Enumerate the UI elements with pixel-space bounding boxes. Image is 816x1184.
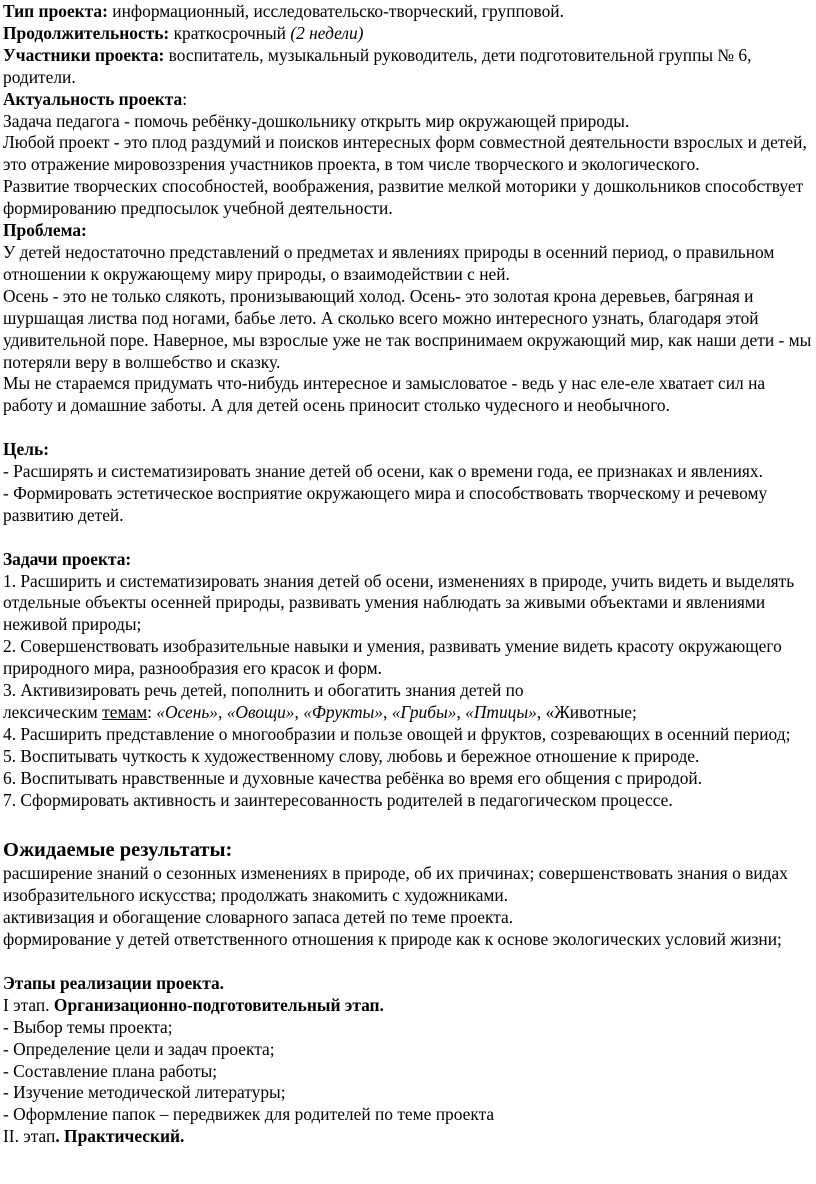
problem-paragraph: Мы не стараемся придумать что-нибудь интересное и замысловатое - ведь у нас еле-еле хватает сил на работу и домашние заботы. А для детей осень приносит столько чудесного и необычного. [3, 373, 766, 416]
project-type-value: информационный, исследовательско-творческий, групповой. [107, 1, 564, 21]
task-item: 5. Воспитывать чуткость к художественному слову, любовь и бережное отношение к природе. [3, 745, 700, 766]
goal-heading: Цель: [3, 439, 49, 460]
stage-1-title [3, 995, 812, 1017]
stage-1-item: - Оформление папок – передвижек для родителей по теме проекта [3, 1104, 495, 1125]
spacer [3, 417, 812, 439]
theme-animals: Животные [554, 701, 632, 722]
project-participants [3, 45, 812, 89]
problem-paragraph: Осень - это не только слякоть, пронизывающий холод. Осень- это золотая крона деревьев, багряная и шуршащая листва под ногами, бабье лето. А сколько всего можно интересного узнать, благодаря этой удивительной поре. Наверное, мы взрослые уже не так воспринимаем окружающий мир, как наши дети - мы потеряли веру в волшебство и сказку. [3, 285, 812, 372]
task-3-themes-word: темам [102, 701, 148, 722]
task-item [3, 680, 812, 724]
relevance-paragraph: Любой проект - это плод раздумий и поисков интересных форм совместной деятельности взрослых и детей, это отражение мировоззрения участников проекта, в том числе творческого и экологического. [3, 132, 807, 175]
task-item: 1. Расширить и систематизировать знания детей об осени, изменениях в природе, учить видеть и выделять отдельные объекты осенней природы, развивать умения наблюдать за живыми объектами и явлениями неживой природы; [3, 570, 795, 635]
task-item: 2. Совершенствовать изобразительные навыки и умения, развивать умение видеть красоту окружающего природного мира, разнообразия его красок и форм. [3, 636, 782, 679]
problem-heading: Проблема: [3, 220, 87, 241]
duration-value: краткосрочный [169, 22, 291, 43]
relevance-paragraph: Задача педагога - помочь ребёнку-дошкольнику открыть мир окружающей природы. [3, 110, 630, 131]
goal-item: - Расширять и систематизировать знание детей об осени, как о времени года, ее признаках и явлениях. [3, 461, 763, 482]
participants-value: воспитатель, музыкальный руководитель, дети подготовительной группы № 6, родители. [3, 44, 752, 87]
result-item: активизация и обогащение словарного запаса детей по теме проекта. [3, 907, 514, 928]
task-item: 4. Расширить представление о многообразии и пользе овощей и фруктов, созревающих в осенний период; [3, 723, 791, 744]
project-type [3, 1, 812, 23]
task-item: 7. Сформировать активность и заинтересованность родителей в педагогическом процессе. [3, 789, 673, 810]
spacer [3, 527, 812, 549]
duration-label: Продолжительность: [3, 22, 170, 43]
relevance-paragraph: Развитие творческих способностей, воображения, развитие мелкой моторики у дошкольников способствует формированию предпосылок учебной деятельности. [3, 176, 804, 219]
task-3-prefix: лексическим [3, 701, 103, 722]
participants-label: Участники проекта: [3, 44, 165, 65]
stage-1-item: - Изучение методической литературы; [3, 1082, 286, 1103]
theme-sep: , [294, 701, 304, 722]
relevance-label: Актуальность проекта [3, 88, 183, 109]
relevance-colon: : [182, 88, 188, 109]
stage-1-prefix: I этап. [3, 994, 54, 1015]
theme-vegetables: «Овощи» [226, 701, 295, 722]
task-3-end: ; [631, 701, 637, 722]
relevance-heading [3, 89, 812, 111]
result-item: расширение знаний о сезонных изменениях в природе, об их причинах; совершенствовать знания о видах изобразительного искусства; продолжать знакомить с художниками. [3, 863, 788, 906]
theme-sep: , « [536, 701, 555, 722]
theme-sep: , [383, 701, 392, 722]
tasks-heading: Задачи проекта: [3, 548, 132, 569]
theme-sep: , [218, 701, 227, 722]
task-3-line1: 3. Активизировать речь детей, пополнить и обогатить знания детей по [3, 680, 524, 701]
stage-1-item: - Определение цели и задач проекта; [3, 1038, 275, 1059]
stage-2-name: . Практический. [55, 1126, 185, 1147]
stages-heading: Этапы реализации проекта. [3, 972, 224, 993]
duration-note: (2 недели) [290, 22, 364, 43]
result-item: формирование у детей ответственного отношения к природе как к основе экологических условий жизни; [3, 929, 782, 950]
theme-fruits: «Фрукты» [303, 701, 384, 722]
goal-item: - Формировать эстетическое восприятие окружающего мира и способствовать творческому и речевому развитию детей. [3, 482, 768, 525]
stage-1-item: - Выбор темы проекта; [3, 1016, 173, 1037]
stage-2-title [3, 1126, 812, 1148]
stage-1-item: - Составление плана работы; [3, 1060, 218, 1081]
theme-birds: «Птицы» [465, 701, 537, 722]
task-3-colon: : [147, 701, 157, 722]
spacer [3, 951, 812, 973]
project-type-label: Тип проекта: [3, 1, 108, 21]
problem-paragraph: У детей недостаточно представлений о предметах и явлениях природы в осенний период, о правильном отношении к окружающему миру природы, о взаимодействии с ней. [3, 241, 775, 284]
project-duration [3, 23, 812, 45]
theme-autumn: «Осень» [156, 701, 218, 722]
task-item: 6. Воспитывать нравственные и духовные качества ребёнка во время его общения с природой. [3, 767, 703, 788]
stage-1-name: Организационно-подготовительный этап. [53, 994, 384, 1015]
stage-2-prefix: II. этап [3, 1126, 56, 1147]
results-heading: Ожидаемые результаты: [3, 839, 233, 862]
spacer [3, 812, 812, 834]
theme-mushrooms: «Грибы» [391, 701, 457, 722]
theme-sep: , [456, 701, 466, 722]
